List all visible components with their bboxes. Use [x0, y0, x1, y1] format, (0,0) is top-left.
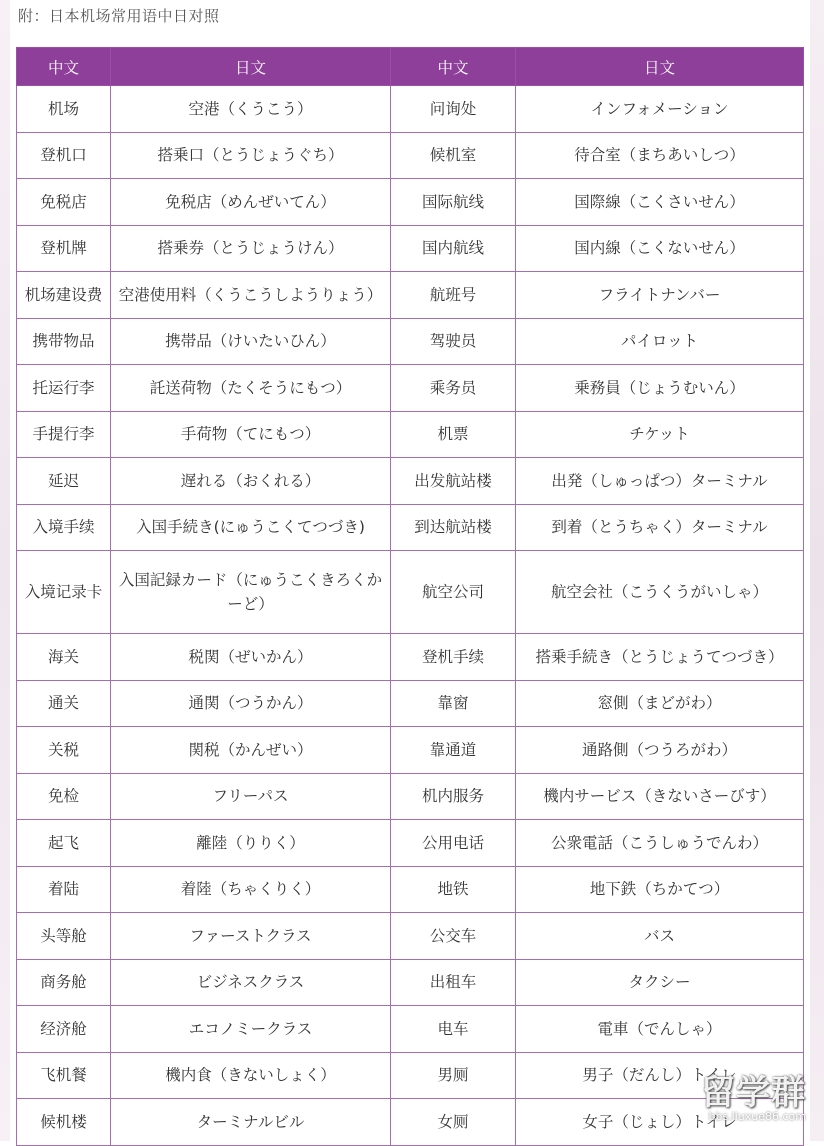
- cell-chinese-term: 航班号: [391, 272, 516, 319]
- cell-japanese-term: エコノミークラス: [111, 1006, 391, 1053]
- table-row: [17, 1052, 804, 1099]
- cell-japanese-term: 到着（とうちゃく）ターミナル: [516, 504, 804, 551]
- intro-text: 附：日本机场常用语中日对照: [18, 7, 220, 25]
- cell-chinese-term: 国内航线: [391, 225, 516, 272]
- table-body: [17, 86, 804, 1146]
- header-row: [17, 48, 804, 86]
- cell-japanese-term: 遅れる（おくれる）: [111, 458, 391, 505]
- cell-chinese-term: 地铁: [391, 866, 516, 913]
- cell-chinese-term: 登机牌: [17, 225, 111, 272]
- table-row: [17, 634, 804, 681]
- cell-chinese-term: 商务舱: [17, 959, 111, 1006]
- cell-chinese-term: 飞机餐: [17, 1052, 111, 1099]
- cell-japanese-term: 公衆電話（こうしゅうでんわ）: [516, 820, 804, 867]
- cell-japanese-term: 託送荷物（たくそうにもつ）: [111, 365, 391, 412]
- cell-chinese-term: 驾驶员: [391, 318, 516, 365]
- left-decorative-border: [0, 0, 10, 1141]
- cell-japanese-term: 航空会社（こうくうがいしゃ）: [516, 551, 804, 634]
- cell-japanese-term: 通関（つうかん）: [111, 680, 391, 727]
- cell-chinese-term: 登机口: [17, 132, 111, 179]
- cell-japanese-term: 機内サービス（きないさーびす）: [516, 773, 804, 820]
- cell-chinese-term: 关税: [17, 727, 111, 774]
- table-row: [17, 132, 804, 179]
- cell-japanese-term: 国際線（こくさいせん）: [516, 179, 804, 226]
- watermark-url: bbs.liuxue86.com: [708, 1110, 806, 1123]
- cell-chinese-term: 电车: [391, 1006, 516, 1053]
- cell-japanese-term: チケット: [516, 411, 804, 458]
- cell-chinese-term: 机票: [391, 411, 516, 458]
- cell-chinese-term: 延迟: [17, 458, 111, 505]
- cell-japanese-term: 窓側（まどがわ）: [516, 680, 804, 727]
- cell-japanese-term: インフォメーション: [516, 86, 804, 133]
- cell-japanese-term: 女子（じょし）トイレ: [516, 1099, 804, 1146]
- cell-chinese-term: 着陆: [17, 866, 111, 913]
- cell-japanese-term: 携帯品（けいたいひん）: [111, 318, 391, 365]
- cell-chinese-term: 问询处: [391, 86, 516, 133]
- cell-chinese-term: 候机室: [391, 132, 516, 179]
- cell-chinese-term: 航空公司: [391, 551, 516, 634]
- table-row: [17, 179, 804, 226]
- airport-terms-table: [16, 47, 804, 1146]
- cell-chinese-term: 乘务员: [391, 365, 516, 412]
- cell-chinese-term: 入境记录卡: [17, 551, 111, 634]
- cell-japanese-term: フリーパス: [111, 773, 391, 820]
- cell-japanese-term: 税関（ぜいかん）: [111, 634, 391, 681]
- cell-chinese-term: 靠窗: [391, 680, 516, 727]
- table-row: [17, 913, 804, 960]
- cell-japanese-term: 通路側（つうろがわ）: [516, 727, 804, 774]
- table-row: [17, 727, 804, 774]
- cell-japanese-term: 搭乗手続き（とうじょうてつづき）: [516, 634, 804, 681]
- table-row: [17, 551, 804, 634]
- cell-chinese-term: 机场: [17, 86, 111, 133]
- header-japanese-1: 日文: [111, 48, 391, 86]
- cell-chinese-term: 免税店: [17, 179, 111, 226]
- cell-japanese-term: 関税（かんぜい）: [111, 727, 391, 774]
- cell-japanese-term: 空港（くうこう）: [111, 86, 391, 133]
- cell-chinese-term: 男厕: [391, 1052, 516, 1099]
- article-content: [10, 0, 810, 1141]
- cell-chinese-term: 候机楼: [17, 1099, 111, 1146]
- cell-chinese-term: 机内服务: [391, 773, 516, 820]
- table-row: [17, 959, 804, 1006]
- cell-chinese-term: 出租车: [391, 959, 516, 1006]
- table-row: [17, 1006, 804, 1053]
- cell-chinese-term: 登机手续: [391, 634, 516, 681]
- cell-chinese-term: 通关: [17, 680, 111, 727]
- watermark-logo: 留学群: [701, 1073, 806, 1113]
- table-row: [17, 86, 804, 133]
- cell-japanese-term: 搭乗口（とうじょうぐち）: [111, 132, 391, 179]
- cell-japanese-term: 着陸（ちゃくりく）: [111, 866, 391, 913]
- cell-chinese-term: 入境手续: [17, 504, 111, 551]
- cell-chinese-term: 出发航站楼: [391, 458, 516, 505]
- cell-chinese-term: 手提行李: [17, 411, 111, 458]
- cell-japanese-term: 待合室（まちあいしつ）: [516, 132, 804, 179]
- cell-chinese-term: 女厕: [391, 1099, 516, 1146]
- right-decorative-border: [810, 0, 824, 1141]
- cell-japanese-term: 電車（でんしゃ）: [516, 1006, 804, 1053]
- table-row: [17, 272, 804, 319]
- cell-japanese-term: ビジネスクラス: [111, 959, 391, 1006]
- cell-japanese-term: 国内線（こくないせん）: [516, 225, 804, 272]
- table-row: [17, 1099, 804, 1146]
- cell-japanese-term: タクシー: [516, 959, 804, 1006]
- cell-japanese-term: 免税店（めんぜいてん）: [111, 179, 391, 226]
- cell-chinese-term: 海关: [17, 634, 111, 681]
- cell-japanese-term: 搭乗券（とうじょうけん）: [111, 225, 391, 272]
- cell-chinese-term: 靠通道: [391, 727, 516, 774]
- cell-chinese-term: 头等舱: [17, 913, 111, 960]
- cell-chinese-term: 到达航站楼: [391, 504, 516, 551]
- cell-japanese-term: 入国記録カード（にゅうこくきろくかーど）: [111, 551, 391, 634]
- cell-japanese-term: 離陸（りりく）: [111, 820, 391, 867]
- header-chinese-1: 中文: [17, 48, 111, 86]
- cell-japanese-term: フライトナンバー: [516, 272, 804, 319]
- table-row: [17, 225, 804, 272]
- header-japanese-2: 日文: [516, 48, 804, 86]
- cell-japanese-term: 出発（しゅっぱつ）ターミナル: [516, 458, 804, 505]
- cell-japanese-term: ファーストクラス: [111, 913, 391, 960]
- cell-japanese-term: バス: [516, 913, 804, 960]
- table-header: [17, 48, 804, 86]
- cell-japanese-term: 乗務員（じょうむいん）: [516, 365, 804, 412]
- table-row: [17, 773, 804, 820]
- header-chinese-2: 中文: [391, 48, 516, 86]
- cell-japanese-term: 機内食（きないしょく）: [111, 1052, 391, 1099]
- table-row: [17, 504, 804, 551]
- table-row: [17, 318, 804, 365]
- cell-chinese-term: 携带物品: [17, 318, 111, 365]
- cell-chinese-term: 机场建设费: [17, 272, 111, 319]
- cell-chinese-term: 托运行李: [17, 365, 111, 412]
- cell-chinese-term: 公用电话: [391, 820, 516, 867]
- cell-japanese-term: 男子（だんし）トイレ: [516, 1052, 804, 1099]
- cell-japanese-term: パイロット: [516, 318, 804, 365]
- table-row: [17, 680, 804, 727]
- cell-chinese-term: 公交车: [391, 913, 516, 960]
- cell-japanese-term: 入国手続き(にゅうこくてつづき): [111, 504, 391, 551]
- cell-chinese-term: 国际航线: [391, 179, 516, 226]
- table-row: [17, 411, 804, 458]
- table-row: [17, 820, 804, 867]
- cell-japanese-term: ターミナルビル: [111, 1099, 391, 1146]
- cell-chinese-term: 免检: [17, 773, 111, 820]
- cell-japanese-term: 地下鉄（ちかてつ）: [516, 866, 804, 913]
- table-row: [17, 458, 804, 505]
- cell-chinese-term: 经济舱: [17, 1006, 111, 1053]
- table-row: [17, 866, 804, 913]
- cell-japanese-term: 空港使用料（くうこうしようりょう）: [111, 272, 391, 319]
- cell-chinese-term: 起飞: [17, 820, 111, 867]
- cell-japanese-term: 手荷物（てにもつ）: [111, 411, 391, 458]
- table-row: [17, 365, 804, 412]
